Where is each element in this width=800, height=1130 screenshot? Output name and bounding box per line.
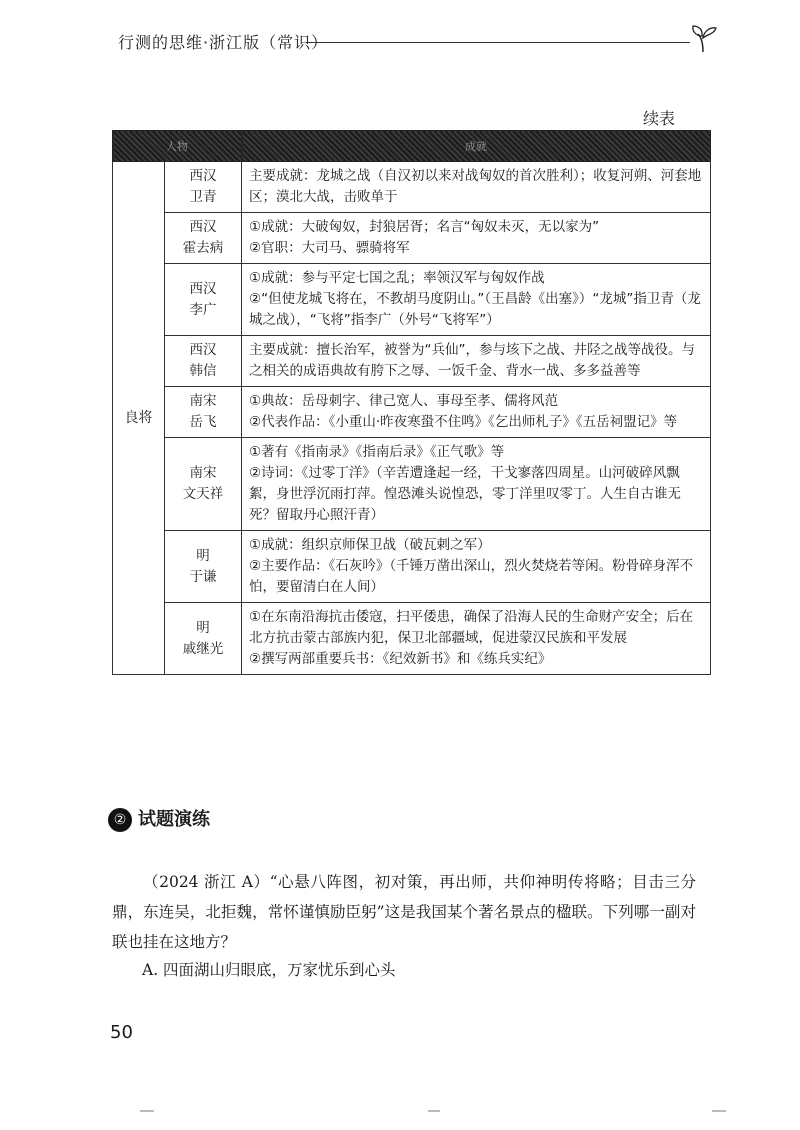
person-cell: 明 于谦 bbox=[165, 531, 242, 603]
achievement-cell: ①在东南沿海抗击倭寇，扫平倭患，确保了沿海人民的生命财产安全；后在北方抗击蒙古部族内犯，保卫北部疆域，促进蒙汉民族和平发展 ②撰写两部重要兵书：《纪效新书》和《练兵实纪》 bbox=[242, 603, 711, 675]
table-row bbox=[113, 162, 711, 213]
scan-artifact bbox=[712, 1110, 726, 1112]
category-cell: 良将 bbox=[113, 162, 165, 675]
achievement-cell: 主要成就：龙城之战（自汉初以来对战匈奴的首次胜利）；收复河朔、河套地区；漠北大战，击败单于 bbox=[242, 162, 711, 213]
table-continued-label: 续表 bbox=[643, 109, 676, 128]
person-cell: 西汉 卫青 bbox=[165, 162, 242, 213]
achievement-cell: 主要成就：擅长治军，被誉为“兵仙”，参与垓下之战、井陉之战等战役。与之相关的成语典故有胯下之辱、一饭千金、背水一战、多多益善等 bbox=[242, 336, 711, 387]
table-row bbox=[113, 336, 711, 387]
option-a: A. 四面湖山归眼底，万家忧乐到心头 bbox=[142, 961, 396, 979]
person-cell: 南宋 文天祥 bbox=[165, 438, 242, 531]
person-cell: 明 戚继光 bbox=[165, 603, 242, 675]
page-number: 50 bbox=[110, 1022, 133, 1043]
table-row bbox=[113, 531, 711, 603]
table-row bbox=[113, 213, 711, 264]
sprout-icon bbox=[688, 22, 718, 54]
table-header-row bbox=[113, 131, 711, 162]
column-header-achievement: 成就 bbox=[242, 131, 711, 162]
header-rule bbox=[306, 42, 690, 43]
achievement-cell: ①典故：岳母刺字、律己宽人、事母至孝、儒将风范 ②代表作品：《小重山·昨夜寒蛩不住鸣》《乞出师札子》《五岳祠盟记》等 bbox=[242, 387, 711, 438]
column-header-person: 人物 bbox=[113, 131, 242, 162]
section-number-badge: ② bbox=[108, 808, 132, 832]
achievement-cell: ①著有《指南录》《指南后录》《正气歌》等 ②诗词：《过零丁洋》（辛苦遭逢起一经，干戈寥落四周星。山河破碎风飘絮，身世浮沉雨打萍。惶恐滩头说惶恐，零丁洋里叹零丁。人生自古谁无死？留取丹心照汗青） bbox=[242, 438, 711, 531]
person-cell: 西汉 霍去病 bbox=[165, 213, 242, 264]
person-cell: 南宋 岳飞 bbox=[165, 387, 242, 438]
table-row bbox=[113, 438, 711, 531]
achievement-cell: ①成就：大破匈奴，封狼居胥；名言“匈奴未灭，无以家为” ②官职：大司马、骠骑将军 bbox=[242, 213, 711, 264]
running-header bbox=[118, 28, 718, 58]
person-cell: 西汉 李广 bbox=[165, 264, 242, 336]
person-cell: 西汉 韩信 bbox=[165, 336, 242, 387]
scan-artifact bbox=[428, 1110, 440, 1112]
scan-artifact bbox=[140, 1110, 154, 1112]
header-title: 行测的思维·浙江版（常识） bbox=[118, 33, 329, 52]
section-title: 试题演练 bbox=[138, 809, 210, 830]
table-row bbox=[113, 264, 711, 336]
question-text: （2024 浙江 A）“心悬八阵图，初对策，再出师，共仰神明传将略；目击三分鼎，东连吴，北拒魏，常怀谨慎励臣躬”这是我国某个著名景点的楹联。下列哪一副对联也挂在这地方？ bbox=[112, 873, 696, 951]
achievement-cell: ①成就：参与平定七国之乱；率领汉军与匈奴作战 ②“但使龙城飞将在，不教胡马度阴山。”（王昌龄《出塞》）“龙城”指卫青（龙城之战），“飞将”指李广（外号“飞将军”） bbox=[242, 264, 711, 336]
table-row bbox=[113, 387, 711, 438]
table-row bbox=[113, 603, 711, 675]
achievement-cell: ①成就：组织京师保卫战（破瓦剌之军） ②主要作品：《石灰吟》（千锤万凿出深山，烈火焚烧若等闲。粉骨碎身浑不怕，要留清白在人间） bbox=[242, 531, 711, 603]
generals-table bbox=[112, 130, 710, 675]
